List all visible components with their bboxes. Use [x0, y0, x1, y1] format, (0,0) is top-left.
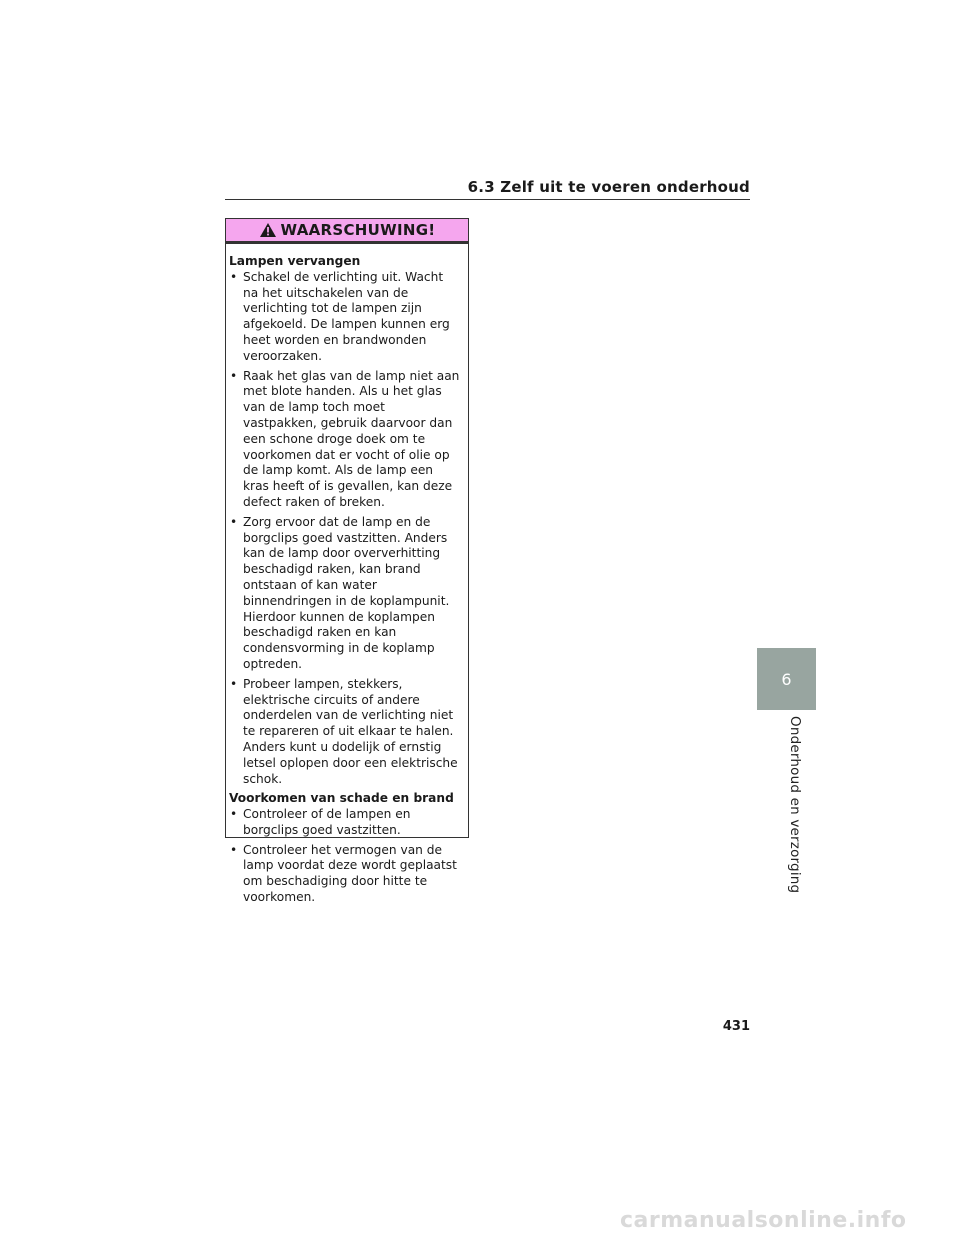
- list-item: [229, 677, 462, 788]
- bullet-icon: •: [230, 842, 238, 857]
- list-item: [229, 515, 462, 673]
- section-title: 6.3 Zelf uit te voeren onderhoud: [225, 178, 750, 200]
- subheading-voorkomen-schade: Voorkomen van schade en brand: [229, 791, 454, 806]
- warning-triangle-icon: [259, 222, 277, 238]
- list-item-text: Controleer het vermogen van de lamp voordat deze wordt geplaatst om beschadiging door hitte te voorkomen.: [243, 842, 457, 905]
- chapter-tab: [757, 648, 816, 710]
- list-item: [229, 843, 462, 906]
- subheading-lampen-vervangen: Lampen vervangen: [229, 254, 361, 268]
- list-item-text: Raak het glas van de lamp niet aan met blote handen. Als u het glas van de lamp toch moet vastpakken, gebruik daarvoor dan een schone droge doek om te voorkomen dat er vocht of olie op de lamp komt. Als de lamp een kras heeft of is gevallen, kan deze defect raken of breken.: [243, 368, 460, 509]
- list-item: [229, 270, 462, 365]
- warning-header: [226, 219, 468, 244]
- list-item-text: Schakel de verlichting uit. Wacht na het uitschakelen van de verlichting tot de lampen zijn afgekoeld. De lampen kunnen erg heet worden en brandwonden veroorzaken.: [243, 269, 450, 363]
- bullet-icon: •: [230, 676, 238, 691]
- page-number: 431: [722, 1019, 750, 1034]
- chapter-title: Onderhoud en verzorging: [787, 716, 803, 894]
- bullet-icon: •: [230, 368, 238, 383]
- bullet-icon: •: [230, 514, 238, 529]
- bullet-icon: •: [230, 269, 238, 284]
- warning-title: WAARSCHUWING!: [280, 221, 436, 239]
- chapter-number: 6: [781, 669, 792, 689]
- bullet-icon: •: [230, 807, 238, 822]
- watermark: carmanualsonline.info: [620, 1208, 907, 1233]
- list-item: [229, 369, 462, 511]
- list-item-text: Zorg ervoor dat de lamp en de borgclips goed vastzitten. Anders kan de lamp door oververhitting beschadigd raken, kan brand ontstaan of kan water binnendringen in de koplampunit. Hierdoor kunnen de koplampen beschadigd raken en kan condensvorming in de koplamp optreden.: [243, 514, 450, 671]
- warning-body: [226, 244, 468, 906]
- list-item: [229, 807, 462, 839]
- list-item-text: Controleer of de lampen en borgclips goed vastzitten.: [243, 807, 411, 837]
- warning-box: [225, 218, 469, 905]
- list-item-text: Probeer lampen, stekkers, elektrische circuits of andere onderdelen van de verlichting niet te repareren of uit elkaar te halen. Anders kunt u dodelijk of ernstig letsel oplopen door een elektrische schok.: [243, 676, 458, 786]
